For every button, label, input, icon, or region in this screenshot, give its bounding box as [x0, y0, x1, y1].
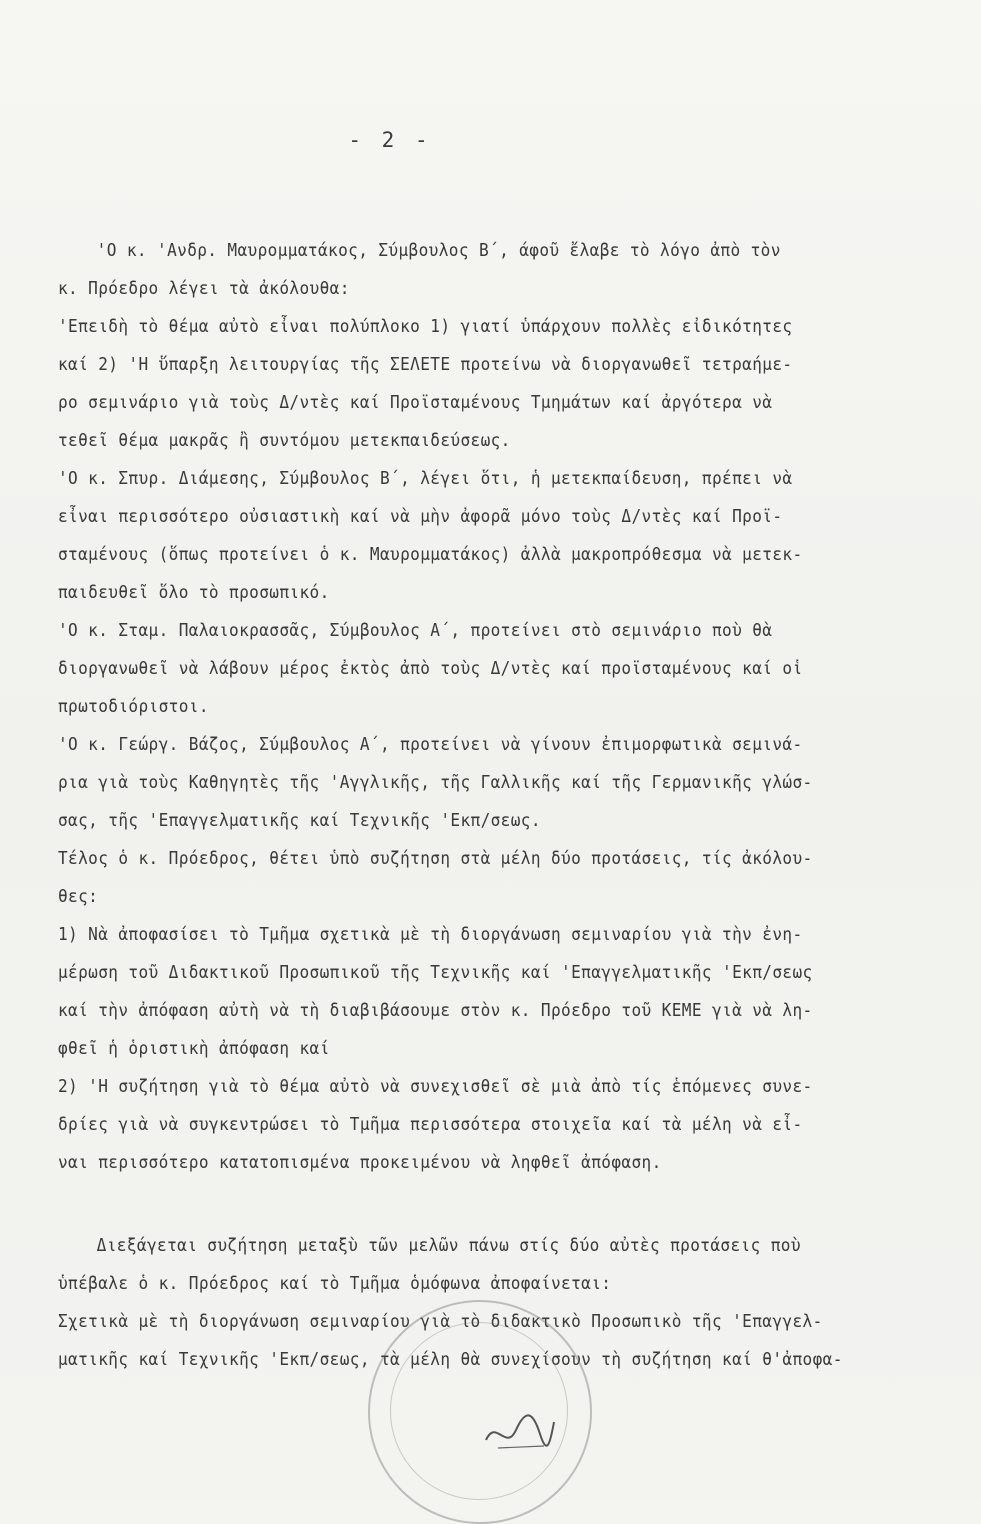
- text-line: φθεῖ ἡ ὁριστικὴ ἀπόφαση καί: [58, 1039, 330, 1059]
- minutes-text: [58, 232, 908, 1379]
- text-line: θες:: [58, 887, 99, 907]
- text-line: Διεξάγεται συζήτηση μεταξὺ τῶν μελῶν πάνω στίς δύο αὐτὲς προτάσεις ποὺ: [96, 1236, 801, 1256]
- text-line: ρο σεμινάριο γιὰ τοὺς Δ/ντὲς καί Προϊσταμένους Τμημάτων καί ἀργότερα νὰ: [58, 393, 773, 413]
- text-line: ὑπέβαλε ὁ κ. Πρόεδρος καί τὸ Τμῆμα ὁμόφωνα ἀποφαίνεται:: [58, 1274, 612, 1294]
- text-line: κ. Πρόεδρο λέγει τὰ ἀκόλουθα:: [58, 279, 350, 299]
- text-line: Τέλος ὁ κ. Πρόεδρος, θέτει ὑπὸ συζήτηση στὰ μέλη δύο προτάσεις, τίς ἀκόλου-: [58, 849, 813, 869]
- text-line: διοργανωθεῖ νὰ λάβουν μέρος ἐκτὸς ἀπὸ τοὺς Δ/ντὲς καί προϊσταμένους καί οἱ: [58, 659, 803, 679]
- text-line: 'Ο κ. Σταμ. Παλαιοκρασσᾶς, Σύμβουλος Α΄, προτείνει στὸ σεμινάριο ποὺ θὰ: [58, 621, 773, 641]
- text-line: ρια γιὰ τοὺς Καθηγητὲς τῆς 'Αγγλικῆς, τῆς Γαλλικῆς καί τῆς Γερμανικῆς γλώσ-: [58, 773, 813, 793]
- text-line: καί 2) 'Η ὕπαρξη λειτουργίας τῆς ΣΕΛΕΤΕ προτείνω νὰ διοργανωθεῖ τετραήμε-: [58, 355, 793, 375]
- text-line: 'Ο κ. Σπυρ. Διάμεσης, Σύμβουλος Β΄, λέγει ὅτι, ἡ μετεκπαίδευση, πρέπει νὰ: [58, 469, 793, 489]
- text-line: σας, τῆς 'Επαγγελματικῆς καί Τεχνικῆς 'Εκπ/σεως.: [58, 811, 541, 831]
- page-number: - 2 -: [348, 128, 432, 152]
- paragraph-gap: [58, 1182, 908, 1227]
- text-line: Σχετικὰ μὲ τὴ διοργάνωση σεμιναρίου γιὰ τὸ διδακτικὸ Προσωπικὸ τῆς 'Επαγγελ-: [58, 1312, 823, 1332]
- text-line: τεθεῖ θέμα μακρᾶς ἢ συντόμου μετεκπαιδεύσεως.: [58, 431, 511, 451]
- text-line: καί τὴν ἀπόφαση αὐτὴ νὰ τὴ διαβιβάσουμε στὸν κ. Πρόεδρο τοῦ ΚΕΜΕ γιὰ νὰ λη-: [58, 1001, 813, 1021]
- text-line: ματικῆς καί Τεχνικῆς 'Εκπ/σεως, τὰ μέλη θὰ συνεχίσουν τὴ συζήτηση καί θ'ἀποφα-: [58, 1350, 843, 1370]
- text-line: 'Επειδὴ τὸ θέμα αὐτὸ εἶναι πολύπλοκο 1) γιατί ὑπάρχουν πολλὲς εἰδικότητες: [58, 317, 793, 337]
- text-line: 'Ο κ. 'Ανδρ. Μαυρομματάκος, Σύμβουλος Β΄, άφοῦ ἔλαβε τὸ λόγο ἀπὸ τὸν: [96, 241, 781, 261]
- text-line: 'Ο κ. Γεώργ. Βάζος, Σύμβουλος Α΄, προτείνει νὰ γίνουν ἐπιμορφωτικὰ σεμινά-: [58, 735, 803, 755]
- text-line: παιδευθεῖ ὅλο τὸ προσωπικό.: [58, 583, 330, 603]
- text-line: πρωτοδιόριστοι.: [58, 697, 209, 717]
- text-line: 2) 'Η συζήτηση γιὰ τὸ θέμα αὐτὸ νὰ συνεχισθεῖ σὲ μιὰ ἀπὸ τίς ἑπόμενες συνε-: [58, 1077, 813, 1097]
- text-line: 1) Νὰ ἀποφασίσει τὸ Τμῆμα σχετικὰ μὲ τὴ διοργάνωση σεμιναρίου γιὰ τὴν ἐνη-: [58, 925, 803, 945]
- text-line: ναι περισσότερο κατατοπισμένα προκειμένου νὰ ληφθεῖ ἀπόφαση.: [58, 1153, 662, 1173]
- text-line: εἶναι περισσότερο οὐσιαστικὴ καί νὰ μὴν ἀφορᾶ μόνο τοὺς Δ/ντὲς καί Προϊ-: [58, 507, 783, 527]
- text-line: μέρωση τοῦ Διδακτικοῦ Προσωπικοῦ τῆς Τεχνικῆς καί 'Επαγγελματικῆς 'Εκπ/σεως: [58, 963, 813, 983]
- signature-mark: [478, 1400, 558, 1460]
- text-line: σταμένους (ὅπως προτείνει ὁ κ. Μαυρομματάκος) ἀλλὰ μακροπρόθεσμα νὰ μετεκ-: [58, 545, 803, 565]
- text-line: δρίες γιὰ νὰ συγκεντρώσει τὸ Τμῆμα περισσότερα στοιχεῖα καί τὰ μέλη νὰ εἶ-: [58, 1115, 803, 1135]
